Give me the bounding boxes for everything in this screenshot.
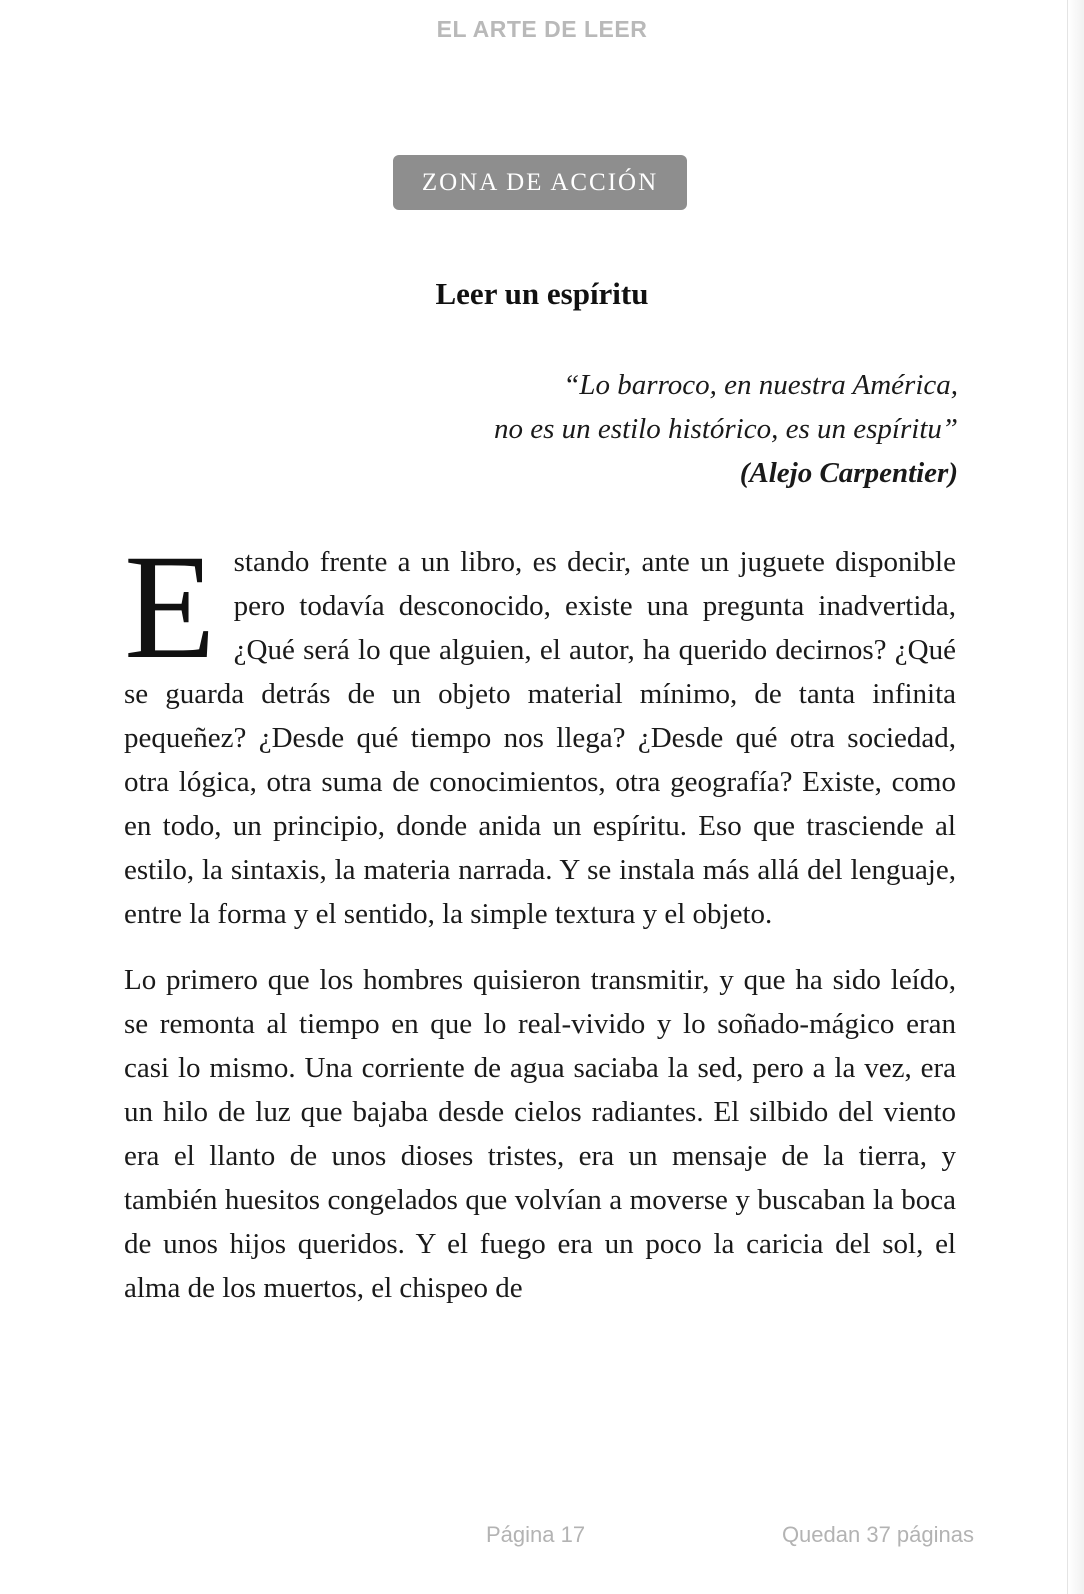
- epigraph-line-2: no es un estilo histórico, es un espíritu”: [494, 413, 958, 445]
- body-text: [124, 524, 956, 1332]
- epigraph: [494, 363, 958, 495]
- chapter-title: Leer un espíritu: [435, 276, 649, 311]
- pages-remaining: Quedan 37 páginas: [781, 1522, 974, 1547]
- epigraph-attribution: (Alejo Carpentier): [739, 457, 958, 489]
- epigraph-line-1: “Lo barroco, en nuestra América,: [563, 369, 958, 401]
- paragraph-1-text: stando frente a un libro, es decir, ante un juguete disponible pero todavía desconocido, existe una pregunta inadvertida, ¿Qué será lo que alguien, el autor, ha querido decirnos? ¿Qué se guarda detrás de un objeto material mínimo, de tanta infinita pequeñez? ¿Desde qué tiempo nos llega? ¿Desde qué otra sociedad, otra lógica, otra suma de conocimientos, otra geografía? Existe, como en todo, un principio, donde anida un espíritu. Eso que trasciende al estilo, la sintaxis, la materia narrada. Y se instala más allá del lenguaje, entre la forma y el sentido, la simple textura y el objeto.: [124, 546, 956, 930]
- page-number: Página 17: [486, 1522, 586, 1547]
- paragraph-2: Lo primero que los hombres quisieron transmitir, y que ha sido leído, se remonta al tiempo en que lo real-vivido y lo soñado-mágico eran casi lo mismo. Una corriente de agua saciaba la sed, pero a la vez, era un hilo de luz que bajaba desde cielos radiantes. El silbido del viento era el llanto de unos dioses tristes, era un mensaje de la tierra, y también huesitos congelados que volvían a moverse y buscaban la boca de unos hijos queridos. Y el fuego era un poco la caricia del sol, el alma de los muertos, el chispeo de: [124, 964, 956, 1304]
- book-title: EL ARTE DE LEER: [436, 16, 648, 42]
- page-edge: [1067, 0, 1084, 1594]
- drop-cap: E: [124, 524, 216, 690]
- paragraph-1: [124, 524, 956, 936]
- section-badge: ZONA DE ACCIÓN: [393, 155, 687, 210]
